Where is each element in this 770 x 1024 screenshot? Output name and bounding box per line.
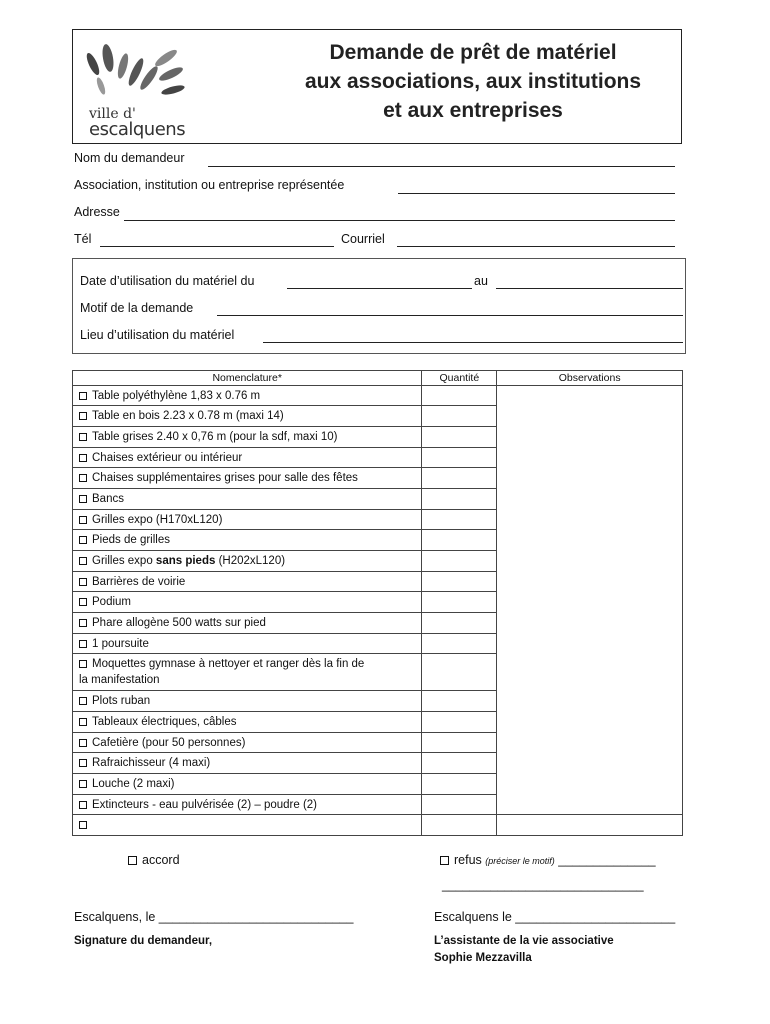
quantity-cell[interactable] <box>422 427 497 448</box>
refus-reason-line-2[interactable]: _____________________________ <box>442 878 644 892</box>
quantity-cell[interactable] <box>422 489 497 510</box>
checkbox[interactable] <box>79 557 87 565</box>
header-box <box>72 29 682 144</box>
quantity-cell[interactable] <box>422 572 497 592</box>
checkbox[interactable] <box>79 640 87 648</box>
checkbox[interactable] <box>79 780 87 788</box>
checkbox[interactable] <box>79 495 87 503</box>
title-line-2: aux associations, aux institutions <box>304 70 642 93</box>
table-row: Moquettes gymnase à nettoyer et ranger dès la fin de la manifestation <box>73 654 683 691</box>
table-row <box>73 815 683 836</box>
checkbox[interactable] <box>79 536 87 544</box>
table-row: 1 poursuite <box>73 634 683 654</box>
leaf-icon <box>81 36 211 106</box>
refus-option: refus (préciser le motif) ______________ <box>440 853 656 867</box>
quantity-cell[interactable] <box>422 386 497 406</box>
quantity-cell[interactable] <box>422 691 497 712</box>
table-row: Podium <box>73 592 683 613</box>
quantity-cell[interactable] <box>422 448 497 468</box>
col-header-observations: Observations <box>497 371 683 386</box>
table-row: Tableaux électriques, câbles <box>73 712 683 733</box>
org-field[interactable] <box>398 193 675 194</box>
observations-cell[interactable] <box>497 386 683 815</box>
table-row: Table grises 2.40 x 0,76 m (pour la sdf, maxi 10) <box>73 427 683 448</box>
title-line-3: et aux entreprises <box>383 99 563 122</box>
quantity-cell[interactable] <box>422 733 497 753</box>
assistant-title: L’assistante de la vie associative <box>434 935 614 947</box>
refus-reason-line[interactable]: ______________ <box>558 853 656 867</box>
checkbox[interactable] <box>79 718 87 726</box>
org-label: Association, institution ou entreprise représentée <box>74 178 345 192</box>
name-field[interactable] <box>208 166 675 167</box>
accord-checkbox[interactable] <box>128 856 137 865</box>
table-row: Grilles expo (H170xL120) <box>73 510 683 530</box>
col-header-nomenclature: Nomenclature* <box>73 371 422 386</box>
reason-field[interactable] <box>217 315 683 316</box>
place-field[interactable] <box>263 342 683 343</box>
checkbox[interactable] <box>79 516 87 524</box>
checkbox[interactable] <box>79 739 87 747</box>
table-row: Pieds de grilles <box>73 530 683 551</box>
email-field[interactable] <box>397 246 675 247</box>
quantity-cell[interactable] <box>422 530 497 551</box>
table-row: Table polyéthylène 1,83 x 0.76 m <box>73 386 683 406</box>
table-row: Chaises supplémentaires grises pour salle des fêtes <box>73 468 683 489</box>
quantity-cell[interactable] <box>422 815 497 836</box>
col-header-quantity: Quantité <box>422 371 497 386</box>
quantity-cell[interactable] <box>422 551 497 572</box>
table-row: Cafetière (pour 50 personnes) <box>73 733 683 753</box>
table-header-row <box>73 371 683 386</box>
checkbox[interactable] <box>79 454 87 462</box>
quantity-cell[interactable] <box>422 592 497 613</box>
escalquens-logo <box>81 36 211 140</box>
checkbox[interactable] <box>79 598 87 606</box>
date-to-label: au <box>474 274 488 288</box>
quantity-cell[interactable] <box>422 468 497 489</box>
date-from-field[interactable] <box>287 288 472 289</box>
observations-cell[interactable] <box>497 815 683 836</box>
quantity-cell[interactable] <box>422 510 497 530</box>
date-to-field[interactable] <box>496 288 683 289</box>
assistant-name: Sophie Mezzavilla <box>434 952 532 964</box>
reason-label: Motif de la demande <box>80 301 194 315</box>
page-title <box>273 38 673 125</box>
place-label: Lieu d’utilisation du matériel <box>80 328 235 342</box>
checkbox[interactable] <box>79 433 87 441</box>
table-row: Louche (2 maxi) <box>73 774 683 795</box>
applicant-signature-label: Signature du demandeur, <box>74 935 213 947</box>
table-row: Bancs <box>73 489 683 510</box>
checkbox[interactable] <box>79 660 87 668</box>
checkbox[interactable] <box>79 801 87 809</box>
right-date-field[interactable]: Escalquens le _______________________ <box>434 910 676 924</box>
phone-label: Tél <box>74 232 92 246</box>
address-field[interactable] <box>124 220 675 221</box>
date-label: Date d’utilisation du matériel du <box>80 274 255 288</box>
table-row: Phare allogène 500 watts sur pied <box>73 613 683 634</box>
quantity-cell[interactable] <box>422 753 497 774</box>
quantity-cell[interactable] <box>422 406 497 427</box>
table-row: Grilles expo sans pieds (H202xL120) <box>73 551 683 572</box>
checkbox[interactable] <box>79 578 87 586</box>
address-label: Adresse <box>74 205 120 219</box>
quantity-cell[interactable] <box>422 774 497 795</box>
table-row: Barrières de voirie <box>73 572 683 592</box>
checkbox[interactable] <box>79 821 87 829</box>
accord-option: accord <box>128 853 180 867</box>
quantity-cell[interactable] <box>422 795 497 815</box>
logo-text-ville: ville d' <box>89 106 136 122</box>
logo-text-escalquens: escalquens <box>89 119 186 140</box>
quantity-cell[interactable] <box>422 712 497 733</box>
checkbox[interactable] <box>79 392 87 400</box>
table-row: Plots ruban <box>73 691 683 712</box>
equipment-table <box>72 370 683 836</box>
checkbox[interactable] <box>79 619 87 627</box>
table-row: Chaises extérieur ou intérieur <box>73 448 683 468</box>
refus-checkbox[interactable] <box>440 856 449 865</box>
phone-field[interactable] <box>100 246 334 247</box>
left-date-field[interactable]: Escalquens, le ____________________________ <box>74 910 354 924</box>
table-row: Extincteurs - eau pulvérisée (2) – poudre (2) <box>73 795 683 815</box>
name-label: Nom du demandeur <box>74 151 185 165</box>
table-row: Table en bois 2.23 x 0.78 m (maxi 14) <box>73 406 683 427</box>
quantity-cell[interactable] <box>422 634 497 654</box>
checkbox[interactable] <box>79 697 87 705</box>
title-line-1: Demande de prêt de matériel <box>329 41 617 64</box>
checkbox[interactable] <box>79 474 87 482</box>
email-label: Courriel <box>341 232 385 246</box>
table-row: Rafraichisseur (4 maxi) <box>73 753 683 774</box>
quantity-cell[interactable] <box>422 613 497 634</box>
quantity-cell[interactable] <box>422 654 497 691</box>
checkbox[interactable] <box>79 759 87 767</box>
checkbox[interactable] <box>79 412 87 420</box>
